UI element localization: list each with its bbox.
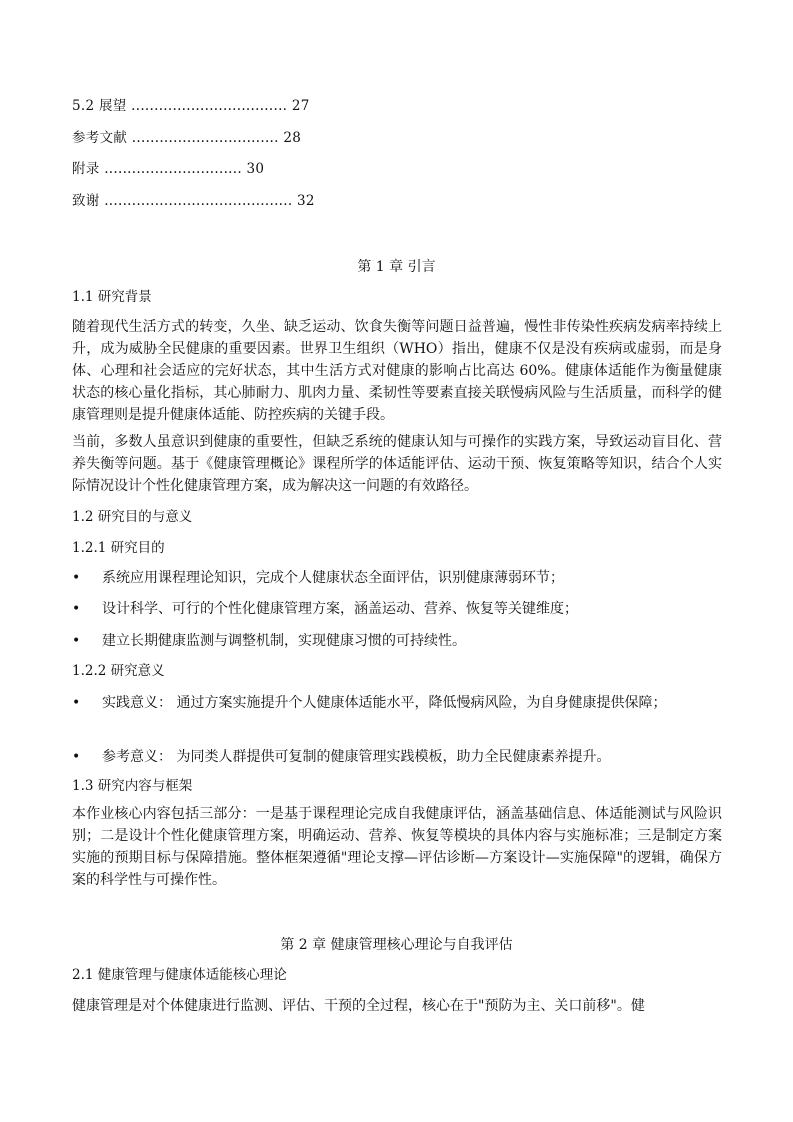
- paragraph: [72, 431, 722, 497]
- paragraph-text: 健康管理是对个体健康进行监测、评估、干预的全过程，核心在于"预防为主、关口前移"。健: [72, 998, 645, 1014]
- toc-entry[interactable]: [72, 96, 310, 116]
- list-item-text: 参考意义： 为同类人群提供可复制的健康管理实践模板，助力全民健康素养提升。: [102, 749, 611, 765]
- toc-leader: .........................................: [99, 193, 298, 209]
- paragraph: [72, 995, 722, 1017]
- list-item-text: 系统应用课程理论知识，完成个人健康状态全面评估，识别健康薄弱环节；: [102, 570, 564, 586]
- toc-entry[interactable]: [72, 128, 301, 148]
- section-heading: 1.1 研究背景: [72, 289, 152, 305]
- paragraph: [72, 803, 722, 891]
- toc-page: 27: [291, 98, 310, 114]
- toc-page: 28: [283, 130, 302, 146]
- bullet-icon: •: [72, 749, 81, 765]
- paragraph-text: 本作业核心内容包括三部分：一是基于课程理论完成自我健康评估，涵盖基础信息、体适能测试与风险识别；二是设计个性化健康管理方案，明确运动、营养、恢复等模块的具体内容与实施标准；三是制定方案实施的预期目标与保障措施。整体框架遵循"理论支撑—评估诊断—方案设计—实施保障"的逻辑，确保方案的科学性与可操作性。: [72, 806, 722, 888]
- list-item: [72, 746, 722, 768]
- list-item: [72, 598, 722, 620]
- subsection-heading: 1.2.2 研究意义: [72, 663, 165, 679]
- list-item: [72, 692, 722, 714]
- section-heading: 1.3 研究内容与框架: [72, 778, 193, 794]
- section-heading: 1.2 研究目的与意义: [72, 509, 193, 525]
- section-heading: 2.1 健康管理与健康体适能核心理论: [72, 967, 287, 983]
- paragraph: [72, 316, 722, 426]
- paragraph-text: 随着现代生活方式的转变，久坐、缺乏运动、饮食失衡等问题日益普遍，慢性非传染性疾病发病率持续上升，成为威胁全民健康的重要因素。世界卫生组织（WHO）指出，健康不仅是没有疾病或虚弱，而是身体、心理和社会适应的完好状态，其中生活方式对健康的影响占比高达 60%。健康体适能作为衡量健康状态的核心量化指标，其心肺耐力、肌肉力量、柔韧性等要素直接关联慢病风险与生活质量，而科学的健康管理则是提升健康体适能、防控疾病的关键手段。: [72, 319, 722, 423]
- subsection-heading: 1.2.1 研究目的: [72, 540, 165, 556]
- toc-entry[interactable]: [72, 159, 264, 179]
- chapter-title: 第 1 章 引言: [357, 259, 436, 275]
- list-item: [72, 630, 722, 652]
- bullet-icon: •: [72, 633, 81, 649]
- toc-label: 附录: [72, 161, 100, 177]
- bullet-icon: •: [72, 570, 81, 586]
- list-item-text: 设计科学、可行的个性化健康管理方案，涵盖运动、营养、恢复等关键维度；: [102, 601, 578, 617]
- toc-page: 32: [297, 193, 315, 209]
- list-item-text: 建立长期健康监测与调整机制，实现健康习惯的可持续性。: [102, 633, 466, 649]
- toc-entry[interactable]: [72, 191, 315, 211]
- toc-leader: ..............................: [99, 161, 247, 177]
- toc-label: 致谢: [72, 193, 100, 209]
- bullet-icon: •: [72, 601, 81, 617]
- toc-leader: ................................: [127, 130, 284, 146]
- toc-page: 30: [246, 161, 265, 177]
- toc-leader: ..................................: [126, 98, 292, 114]
- list-item: [72, 567, 722, 589]
- paragraph-text: 当前，多数人虽意识到健康的重要性，但缺乏系统的健康认知与可操作的实践方案，导致运动盲目化、营养失衡等问题。基于《健康管理概论》课程所学的体适能评估、运动干预、恢复策略等知识，结合个人实际情况设计个性化健康管理方案，成为解决这一问题的有效路径。: [72, 434, 722, 494]
- bullet-icon: •: [72, 695, 81, 711]
- toc-label: 参考文献: [72, 130, 128, 146]
- chapter-title: 第 2 章 健康管理核心理论与自我评估: [280, 937, 513, 953]
- list-item-text: 实践意义： 通过方案实施提升个人健康体适能水平，降低慢病风险，为自身健康提供保障；: [102, 695, 667, 711]
- toc-label: 5.2 展望: [72, 98, 127, 114]
